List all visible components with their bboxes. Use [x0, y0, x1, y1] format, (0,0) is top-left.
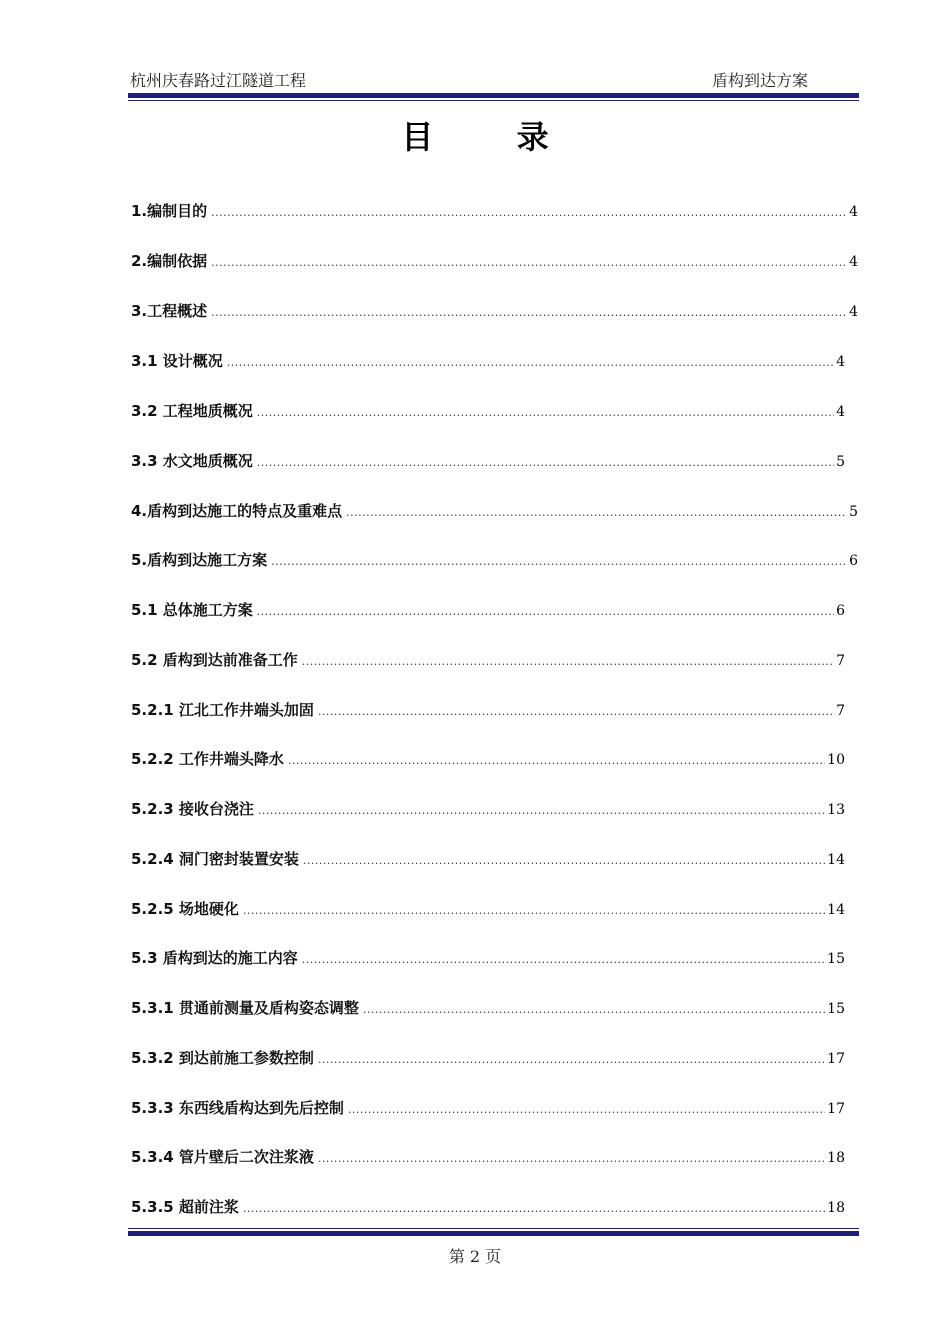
- toc-entry-label: 5.盾构到达施工方案: [131, 551, 268, 569]
- toc-entry-label: 5.3 盾构到达的施工内容: [131, 949, 298, 967]
- toc-entry-label: 5.2.5 场地硬化: [131, 900, 239, 918]
- toc-entry[interactable]: [131, 400, 845, 424]
- toc-entry-label: 2.编制依据: [131, 252, 208, 270]
- toc-entry-label: 5.3.3 东西线盾构达到先后控制: [131, 1099, 344, 1117]
- toc-entry-page: 18: [827, 1150, 845, 1166]
- toc-dot-leader: [227, 356, 834, 369]
- toc-entry-page: 10: [827, 752, 845, 768]
- toc-entry-label: 5.2.2 工作井端头降水: [131, 750, 284, 768]
- toc-entry[interactable]: [131, 1146, 845, 1170]
- toc-entry-page: 7: [836, 653, 845, 669]
- toc-entry-page: 17: [827, 1101, 845, 1117]
- toc-dot-leader: [302, 953, 825, 966]
- toc-dot-leader: [257, 456, 834, 469]
- toc-dot-leader: [257, 605, 834, 618]
- toc-entry[interactable]: [131, 649, 845, 673]
- toc-entry-page: 18: [827, 1200, 845, 1216]
- toc-entry[interactable]: [131, 599, 845, 623]
- header-project-name: 杭州庆春路过江隧道工程: [130, 71, 307, 90]
- toc-entry-page: 4: [836, 354, 845, 370]
- toc-entry[interactable]: [131, 898, 845, 922]
- toc-dot-leader: [243, 1202, 825, 1215]
- toc-entry-label: 5.3.1 贯通前测量及盾构姿态调整: [131, 999, 359, 1017]
- toc-dot-leader: [211, 256, 847, 269]
- footer-rule-thick: [128, 1231, 859, 1236]
- toc-dot-leader: [348, 1103, 825, 1116]
- toc-entry[interactable]: [131, 250, 858, 274]
- toc-entry[interactable]: [131, 997, 845, 1021]
- toc-entry-label: 3.工程概述: [131, 302, 208, 320]
- toc-dot-leader: [243, 904, 825, 917]
- toc-dot-leader: [363, 1003, 825, 1016]
- toc-dot-leader: [211, 206, 847, 219]
- toc-entry-page: 14: [827, 852, 845, 868]
- toc-dot-leader: [271, 555, 847, 568]
- toc-entry[interactable]: [131, 450, 845, 474]
- footer-rule-thin: [128, 1228, 859, 1229]
- toc-entry-page: 5: [836, 454, 845, 470]
- header-rule-thin: [128, 100, 859, 101]
- toc-entry-page: 17: [827, 1051, 845, 1067]
- toc-dot-leader: [318, 705, 834, 718]
- toc-entry-page: 15: [827, 951, 845, 967]
- toc-dot-leader: [288, 754, 825, 767]
- toc-dot-leader: [211, 306, 847, 319]
- toc-entry[interactable]: [131, 798, 845, 822]
- toc-entry[interactable]: [131, 1196, 845, 1220]
- page-title: 目 录: [401, 118, 585, 156]
- toc-entry-label: 5.2 盾构到达前准备工作: [131, 651, 298, 669]
- toc-entry-label: 5.2.4 洞门密封装置安装: [131, 850, 299, 868]
- toc-entry[interactable]: [131, 1097, 845, 1121]
- toc-entry-label: 3.2 工程地质概况: [131, 402, 253, 420]
- toc-entry[interactable]: [131, 350, 845, 374]
- page-header: [130, 68, 858, 90]
- toc-entry[interactable]: [131, 1047, 845, 1071]
- header-document-name: 盾构到达方案: [711, 71, 808, 90]
- toc-entry-page: 14: [827, 902, 845, 918]
- toc-entry-label: 5.2.1 江北工作井端头加固: [131, 701, 314, 719]
- toc-entry-label: 5.3.5 超前注浆: [131, 1198, 239, 1216]
- toc-entry-page: 13: [827, 802, 845, 818]
- toc-entry-page: 4: [849, 304, 858, 320]
- toc-entry[interactable]: [131, 300, 858, 324]
- toc-entry[interactable]: [131, 748, 845, 772]
- toc-entry-page: 4: [836, 404, 845, 420]
- toc-entry-label: 5.3.4 管片壁后二次注浆液: [131, 1148, 314, 1166]
- toc-dot-leader: [346, 506, 847, 519]
- toc-entry-page: 4: [849, 254, 858, 270]
- toc-entry[interactable]: [131, 699, 845, 723]
- toc-entry[interactable]: [131, 947, 845, 971]
- toc-entry-label: 3.3 水文地质概况: [131, 452, 253, 470]
- toc-entry-page: 4: [849, 204, 858, 220]
- toc-dot-leader: [318, 1152, 825, 1165]
- toc-dot-leader: [302, 655, 834, 668]
- toc-entry-label: 5.2.3 接收台浇注: [131, 800, 254, 818]
- toc-dot-leader: [257, 406, 834, 419]
- toc-entry-label: 3.1 设计概况: [131, 352, 223, 370]
- toc-entry-page: 6: [849, 553, 858, 569]
- header-rule-thick: [128, 93, 859, 98]
- toc-entry-page: 7: [836, 703, 845, 719]
- toc-entry[interactable]: [131, 549, 858, 573]
- toc-entry-label: 1.编制目的: [131, 202, 208, 220]
- toc-entry-page: 15: [827, 1001, 845, 1017]
- page-number: 第 2 页: [448, 1247, 502, 1266]
- toc-dot-leader: [318, 1053, 825, 1066]
- toc-entry-page: 5: [849, 504, 858, 520]
- toc-entry-label: 5.1 总体施工方案: [131, 601, 253, 619]
- toc-entry-page: 6: [836, 603, 845, 619]
- toc-entry[interactable]: [131, 200, 858, 224]
- toc-entry[interactable]: [131, 500, 858, 524]
- toc-dot-leader: [258, 804, 825, 817]
- toc-entry[interactable]: [131, 848, 845, 872]
- toc-entry-label: 4.盾构到达施工的特点及重难点: [131, 502, 343, 520]
- toc-entry-label: 5.3.2 到达前施工参数控制: [131, 1049, 314, 1067]
- toc-dot-leader: [303, 854, 825, 867]
